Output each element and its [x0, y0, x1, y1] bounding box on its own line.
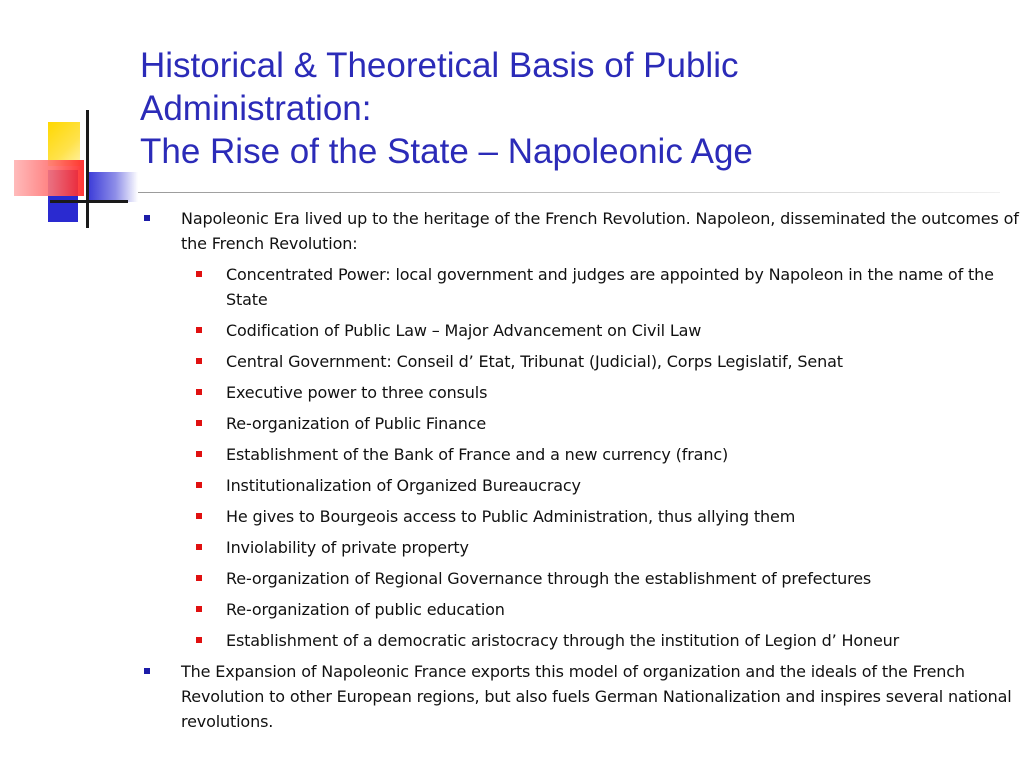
logo-vertical-line: [86, 110, 89, 228]
title-line-1: Historical & Theoretical Basis of Public: [140, 46, 739, 85]
decorative-logo: [0, 0, 150, 240]
sub-bullet-item: Institutionalization of Organized Bureaucracy: [181, 473, 1020, 498]
logo-red-gradient-bar: [14, 160, 84, 196]
sub-bullet-item: Re-organization of Regional Governance through the establishment of prefectures: [181, 566, 1020, 591]
sub-bullet-item: Re-organization of public education: [181, 597, 1020, 622]
bullet-item: [140, 206, 1020, 653]
sub-bullet-item: Inviolability of private property: [181, 535, 1020, 560]
bullet-list: [140, 206, 1020, 734]
bullet-text: The Expansion of Napoleonic France exports this model of organization and the ideals of the French Revolution to other European regions, but also fuels German Nationalization and inspires several national revolutions.: [181, 662, 1012, 731]
bullet-item: [140, 659, 1020, 734]
sub-bullet-item: Re-organization of Public Finance: [181, 411, 1020, 436]
slide-body: [140, 206, 1020, 736]
sub-bullet-list: [181, 262, 1020, 653]
sub-bullet-item: Executive power to three consuls: [181, 380, 1020, 405]
sub-bullet-item: Concentrated Power: local government and judges are appointed by Napoleon in the name of the State: [181, 262, 1020, 312]
sub-bullet-item: Central Government: Conseil d’ Etat, Tribunat (Judicial), Corps Legislatif, Senat: [181, 349, 1020, 374]
sub-bullet-item: Establishment of the Bank of France and a new currency (franc): [181, 442, 1020, 467]
bullet-text: Napoleonic Era lived up to the heritage of the French Revolution. Napoleon, disseminated the outcomes of the French Revolution:: [181, 209, 1019, 253]
sub-bullet-item: He gives to Bourgeois access to Public Administration, thus allying them: [181, 504, 1020, 529]
sub-bullet-item: Codification of Public Law – Major Advancement on Civil Law: [181, 318, 1020, 343]
slide-title: [140, 44, 1000, 173]
logo-blue-gradient-bar: [88, 172, 138, 202]
title-divider: [138, 192, 1000, 193]
logo-horizontal-line: [50, 200, 128, 203]
title-line-2: Administration:: [140, 89, 372, 128]
sub-bullet-item: Establishment of a democratic aristocracy through the institution of Legion d’ Honeur: [181, 628, 1020, 653]
title-line-3: The Rise of the State – Napoleonic Age: [140, 132, 753, 171]
